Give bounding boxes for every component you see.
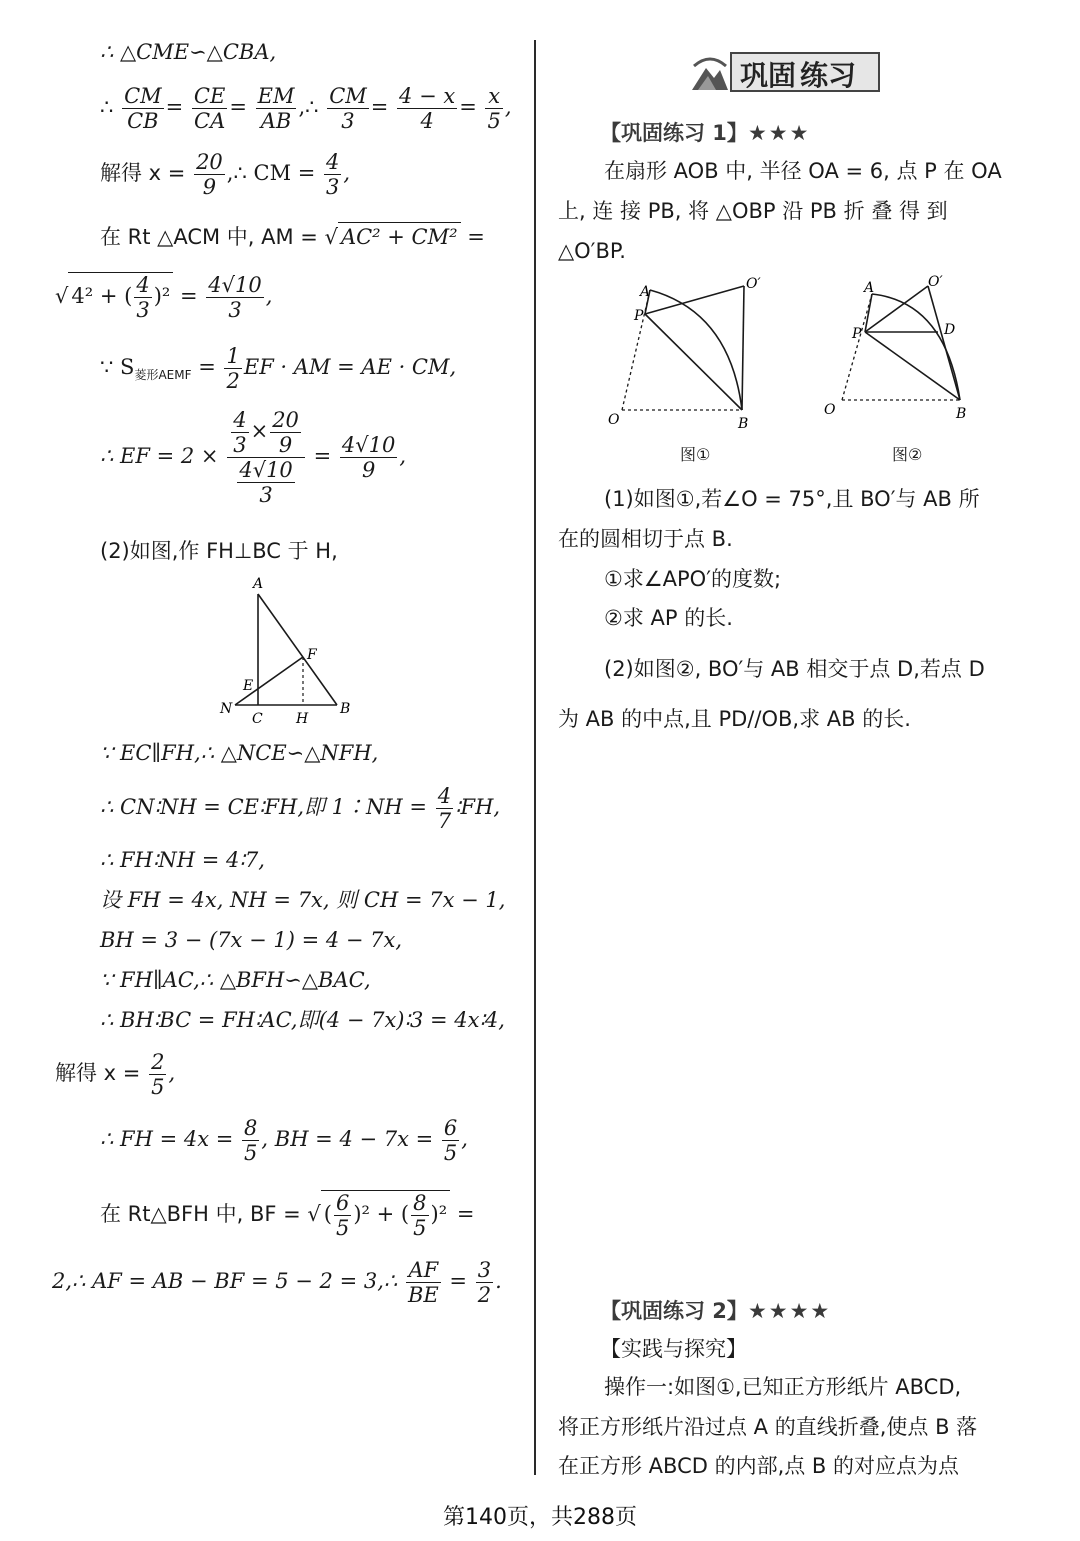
line-area-rhombus: ∵ $S_{菱形AEMF}$ = $\frac{1}{2}$ EF · AM = AE · CM, (100, 344, 457, 393)
question1-part-b: ②求 AP 的长. (604, 606, 733, 630)
line-fh-nh: ∴ FH∶NH = 4∶7, (100, 848, 265, 872)
question1-line1: (1)如图①,若∠O = 75°,且 BO′与 AB 所 (604, 487, 980, 511)
section-banner (690, 52, 882, 94)
fig2-label-p: P (852, 326, 862, 342)
fig1-label-o-prime: O′ (746, 276, 761, 292)
banner-text-a: 巩固 (740, 59, 797, 92)
figure-1-caption: 图① (680, 445, 711, 464)
line-bf-sqrt: 在 Rt△BFH 中, BF = √ ( $\frac{6}{5}$ )² + ( $\frac{8}{5}$ )² = (100, 1191, 475, 1240)
line-part2-intro: (2)如图,作 FH⊥BC 于 H, (100, 539, 338, 563)
fig1-label-p: P (634, 308, 644, 324)
difficulty-stars: ★★★ (747, 121, 811, 145)
exercise1-line3: △O′BP. (558, 239, 626, 263)
column-divider (534, 40, 536, 1475)
line-bh-bc: ∴ BH∶BC = FH∶AC,即(4 − 7x)∶3 = 4x∶4, (100, 1008, 505, 1032)
fig2-label-a: A (864, 280, 875, 296)
figure-2 (820, 272, 1000, 437)
fig2-label-d: D (944, 322, 956, 338)
exercise1-heading: 【巩固练习 1】★★★ (600, 121, 811, 145)
fig2-label-o-prime: O′ (928, 274, 943, 290)
line-am-sqrt: 在 Rt △ACM 中, AM = √ AC² + CM² = (100, 222, 485, 251)
line-bh: BH = 3 − (7x − 1) = 4 − 7x, (100, 928, 403, 952)
line-af-be: 2,∴ AF = AB − BF = 5 − 2 = 3,∴ $\frac{AF}{BE}$ = $\frac{3}{2}$ . (52, 1258, 502, 1307)
segment-ab (258, 594, 337, 705)
fig1-label-a: A (640, 284, 651, 300)
line-similar-triangles: ∴ △CME∽△CBA, (100, 40, 277, 64)
fig1-label-o: O (608, 412, 620, 428)
label-f: F (307, 647, 317, 663)
line-fh-bh-values: ∴ FH = 4x = $\frac{8}{5}$ , BH = 4 − 7x = $\frac{6}{5}$ , (100, 1116, 468, 1165)
label-e: E (243, 678, 254, 694)
label-b: B (340, 701, 351, 717)
exercise2-line3: 在正方形 ABCD 的内部,点 B 的对应点为点 (558, 1454, 960, 1478)
question1-part-a: ①求∠APO′的度数; (604, 567, 782, 591)
triangle-figure (215, 572, 355, 732)
line-fh-parallel-ac: ∵ FH∥AC,∴ △BFH∽△BAC, (100, 968, 371, 992)
exercise2-heading: 【巩固练习 2】★★★★ (600, 1299, 832, 1323)
figure-2-caption: 图② (892, 445, 923, 464)
line-ratio-equation: ∴ $\frac{CM}{CB}$ = $\frac{CE}{CA}$ = $\frac{EM}{AB}$ ,∴ $\frac{CM}{3}$ = $\frac{4 - x}{4}$ = $\frac{x}{5}$ , (100, 84, 512, 133)
page-footer: 第140页，共288页 (443, 1505, 637, 1530)
fig2-label-o: O (824, 402, 836, 418)
banner-text-b: 练习 (800, 59, 857, 92)
question2-line2: 为 AB 的中点,且 PD//OB,求 AB 的长. (558, 707, 911, 731)
figure-1 (600, 272, 780, 437)
exercise1-line2: 上, 连 接 PB, 将 △OBP 沿 PB 折 叠 得 到 (558, 199, 948, 223)
label-c: C (252, 711, 263, 727)
line-am-result: √ 4² + ( $\frac{4}{3}$ )² = $\frac{4√10}{3}$ , (55, 273, 273, 322)
mountain-icon (690, 56, 730, 92)
line-x-value: 解得 x = $\frac{2}{5}$ , (55, 1050, 176, 1099)
label-a: A (253, 576, 264, 592)
question1-line2: 在的圆相切于点 B. (558, 527, 733, 551)
line-ef-compute: ∴ EF = 2 × $\frac{4}{3}$ × $\frac{20}{9}$ $\frac{4√10}{3}$ = $\frac{4√10}{9}$ , (100, 408, 407, 507)
fig1-label-b: B (738, 416, 749, 432)
exercise1-line1: 在扇形 AOB 中, 半径 OA = 6, 点 P 在 OA (604, 159, 1002, 183)
label-h: H (296, 711, 309, 727)
exercise2-line1: 操作一:如图①,已知正方形纸片 ABCD, (604, 1375, 962, 1399)
line-solve-x: 解得 x = $\frac{20}{9}$ ,∴ CM = $\frac{4}{3}$ , (100, 150, 351, 199)
line-set-fh: 设 FH = 4x, NH = 7x, 则 CH = 7x − 1, (100, 888, 506, 912)
label-n: N (220, 701, 233, 717)
difficulty-stars-2: ★★★★ (747, 1299, 832, 1323)
line-ratio-cn-nh: ∴ CN∶NH = CE∶FH,即 1∶NH = $\frac{4}{7}$ ∶FH, (100, 784, 501, 833)
exercise2-line2: 将正方形纸片沿过点 A 的直线折叠,使点 B 落 (558, 1415, 978, 1439)
line-parallel-similar: ∵ EC∥FH,∴ △NCE∽△NFH, (100, 741, 379, 765)
fig2-label-b: B (956, 406, 967, 422)
exercise2-subheading: 【实践与探究】 (600, 1337, 747, 1361)
question2-line1: (2)如图②, BO′与 AB 相交于点 D,若点 D (604, 657, 985, 681)
